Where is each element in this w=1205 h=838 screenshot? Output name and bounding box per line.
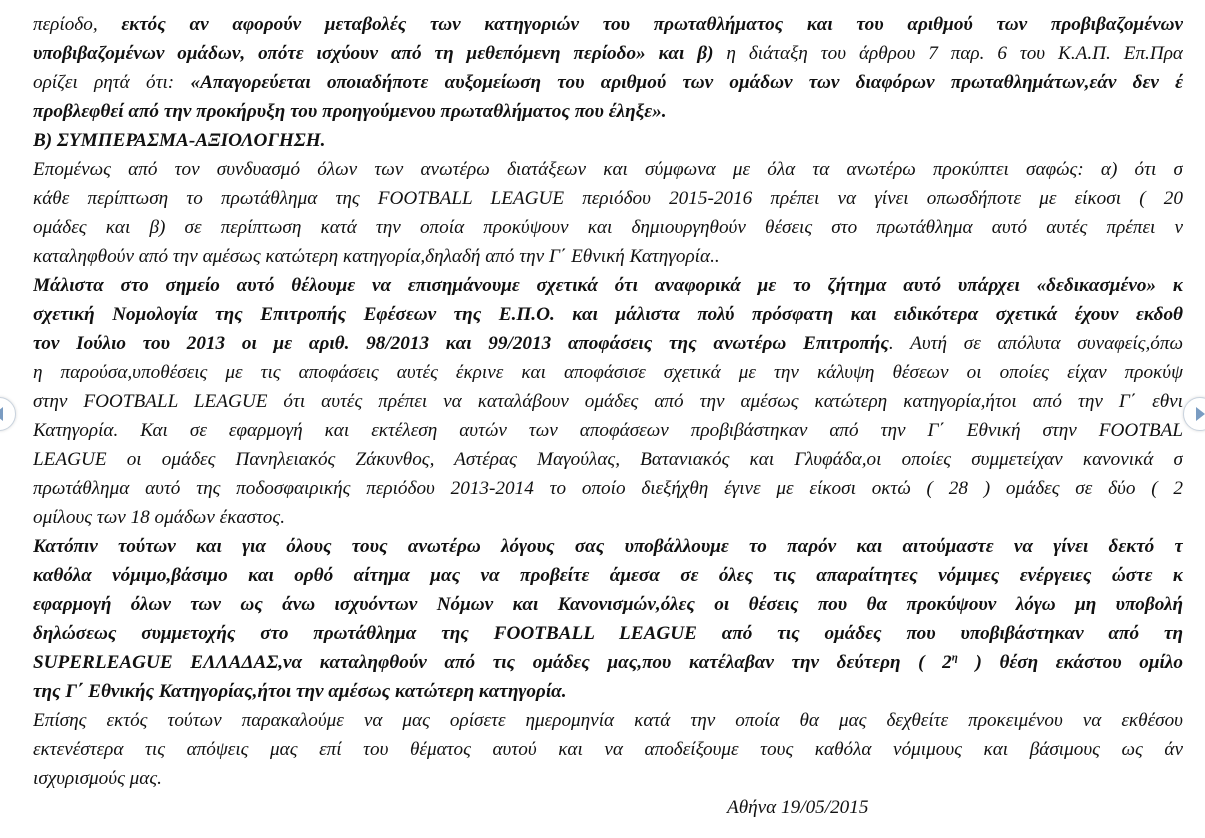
text-segment: σχετική Νομολογία της Επιτροπής Εφέσεων της Ε.Π.Ο. και μάλιστα πολύ πρόσφατη και ειδικότερα σχετικά έχουν εκδοθ [33, 304, 1183, 325]
text-segment: καταληφθούν από την αμέσως κατώτερη κατηγορία,δηλαδή από την Γ΄ Εθνική Κατηγορία.. [33, 246, 720, 267]
text-line [33, 271, 1183, 300]
text-line [33, 329, 1183, 358]
text-line [33, 39, 1183, 68]
text-segment: πρωτάθλημα αυτό της ποδοσφαιρικής περιόδου 2013-2014 το οποίο διεξήχθη έγινε με είκοσι οκτώ ( 28 ) ομάδες σε δύο ( 2 [33, 478, 1183, 499]
text-segment: της Γ΄ Εθνικής Κατηγορίας,ήτοι την αμέσως κατώτερη κατηγορία. [33, 681, 567, 702]
text-segment: εφαρμογή όλων των ως άνω ισχυόντων Νόμων και Κανονισμών,όλες οι θέσεις που θα προκύψουν λόγω μη υποβολή [33, 594, 1183, 615]
text-segment: εκτενέστερα τις απόψεις μας επί του θέματος αυτού και να αποδείξουμε τους καθόλα νόμιμους και βάσιμους ως άν [33, 739, 1183, 760]
text-line [33, 213, 1183, 242]
text-segment: «Απαγορεύεται οποιαδήποτε αυξομείωση του αριθμού των ομάδων των διαφόρων πρωταθλημάτων,εάν δεν έ [190, 72, 1183, 93]
text-segment: Επίσης εκτός τούτων παρακαλούμε να μας ορίσετε ημερομηνία κατά την οποία θα μας δεχθείτε προκειμένου να εκθέσου [33, 710, 1183, 731]
text-line [33, 10, 1183, 39]
text-line [33, 735, 1183, 764]
text-segment: στην FOOTBALL LEAGUE ότι αυτές πρέπει να καταλάβουν ομάδες από την αμέσως κατώτερη κατηγορία,ήτοι από την Γ΄ εθνι [33, 391, 1183, 412]
text-line [33, 474, 1183, 503]
text-segment: SUPERLEAGUE ΕΛΛΑΔΑΣ,να καταληφθούν από τις ομάδες μας,που κατέλαβαν την δεύτερη ( 2 [33, 652, 952, 673]
text-line [33, 155, 1183, 184]
text-segment: καθόλα νόμιμο,βάσιμο και ορθό αίτημα μας να προβείτε άμεσα σε όλες τις απαραίτητες νόμιμες ενέργειες ώστε κ [33, 565, 1183, 586]
text-line [33, 619, 1183, 648]
text-line [33, 358, 1183, 387]
text-segment: Επομένως από τον συνδυασμό όλων των ανωτέρω διατάξεων και σύμφωνα με όλα τα ανωτέρω προκύπτει σαφώς: α) ότι σ [33, 159, 1183, 180]
text-segment: υποβιβαζομένων ομάδων, οπότε ισχύουν από τη μεθεπόμενη περίοδο» και β) [33, 43, 727, 64]
text-segment: περίοδο, [33, 14, 122, 35]
text-line [33, 300, 1183, 329]
text-line [33, 184, 1183, 213]
text-segment: Κατόπιν τούτων και για όλους τους ανωτέρω λόγους σας υποβάλλουμε το παρόν και αιτούμαστε να γίνει δεκτό τ [33, 536, 1183, 557]
text-segment: . Αυτή σε απόλυτα συναφείς,όπω [888, 333, 1183, 354]
text-line [33, 648, 1183, 677]
text-segment: η διάταξη του άρθρου 7 παρ. 6 του Κ.Α.Π. Επ.Πρα [726, 43, 1183, 64]
next-page-button[interactable] [1183, 397, 1205, 431]
text-segment: Μάλιστα στο σημείο αυτό θέλουμε να επισημάνουμε σχετικά ότι αναφορικά με το ζήτημα αυτό υπάρχει «δεδικασμένο» κ [33, 275, 1183, 296]
text-line [33, 503, 1183, 532]
text-segment: τον Ιούλιο του 2013 οι με αριθ. 98/2013 και 99/2013 αποφάσεις της ανωτέρω Επιτροπής [33, 333, 889, 354]
text-segment: LEAGUE οι ομάδες Πανηλειακός Ζάκυνθος, Αστέρας Μαγούλας, Βατανιακός και Γλυφάδα,οι οποίες συμμετείχαν κανονικά σ [33, 449, 1183, 470]
text-line [33, 764, 1183, 793]
chevron-right-icon [1184, 398, 1205, 430]
text-line [33, 561, 1183, 590]
text-line [33, 242, 1183, 271]
text-line [33, 416, 1183, 445]
text-line [33, 126, 1183, 155]
text-line [33, 677, 1183, 706]
text-segment: η παρούσα,υποθέσεις με τις αποφάσεις αυτές έκρινε και αποφάσισε σχετικά με την κάλυψη θέσεων οι οποίες είχαν προκύψ [33, 362, 1183, 383]
document-date: Αθήνα 19/05/2015 [727, 797, 869, 818]
text-line [33, 445, 1183, 474]
text-segment: ομίλους των 18 ομάδων έκαστος. [33, 507, 285, 528]
text-line [33, 68, 1183, 97]
text-line [33, 387, 1183, 416]
text-segment: εκτός αν αφορούν μεταβολές των κατηγοριών του πρωταθλήματος και του αριθμού των προβιβαζομένων [121, 14, 1183, 35]
text-line [33, 706, 1183, 735]
text-segment: ισχυρισμούς μας. [33, 768, 162, 789]
document-page [33, 10, 1183, 838]
text-line [33, 590, 1183, 619]
previous-page-button[interactable] [0, 397, 16, 431]
chevron-left-icon [0, 398, 15, 430]
text-segment: Β) ΣΥΜΠΕΡΑΣΜΑ-ΑΞΙΟΛΟΓΗΣΗ. [33, 130, 326, 151]
text-segment: Κατηγορία. Και σε εφαρμογή και εκτέλεση αυτών των αποφάσεων προβιβάστηκαν από την Γ΄ Εθνική στην FOOTBAL [33, 420, 1183, 441]
text-line [33, 97, 1183, 126]
text-segment: κάθε περίπτωση το πρωτάθλημα της FOOTBALL LEAGUE περιόδου 2015-2016 πρέπει να γίνει οπωσδήποτε με είκοσι ( 20 [33, 188, 1183, 209]
text-segment: ορίζει ρητά ότι: [33, 72, 191, 93]
text-segment: ομάδες και β) σε περίπτωση κατά την οποία προκύψουν και δημιουργηθούν θέσεις στο πρωτάθλημα αυτό αυτές πρέπει ν [33, 217, 1183, 238]
superscript: η [951, 651, 958, 664]
text-line [33, 532, 1183, 561]
text-segment: δηλώσεως συμμετοχής στο πρωτάθλημα της FOOTBALL LEAGUE από τις ομάδες που υποβιβάστηκαν από τη [33, 623, 1183, 644]
text-segment: ) θέση εκάστου ομίλο [957, 652, 1183, 673]
text-segment: προβλεφθεί από την προκήρυξη του προηγούμενου πρωταθλήματος που έληξε». [33, 101, 667, 122]
